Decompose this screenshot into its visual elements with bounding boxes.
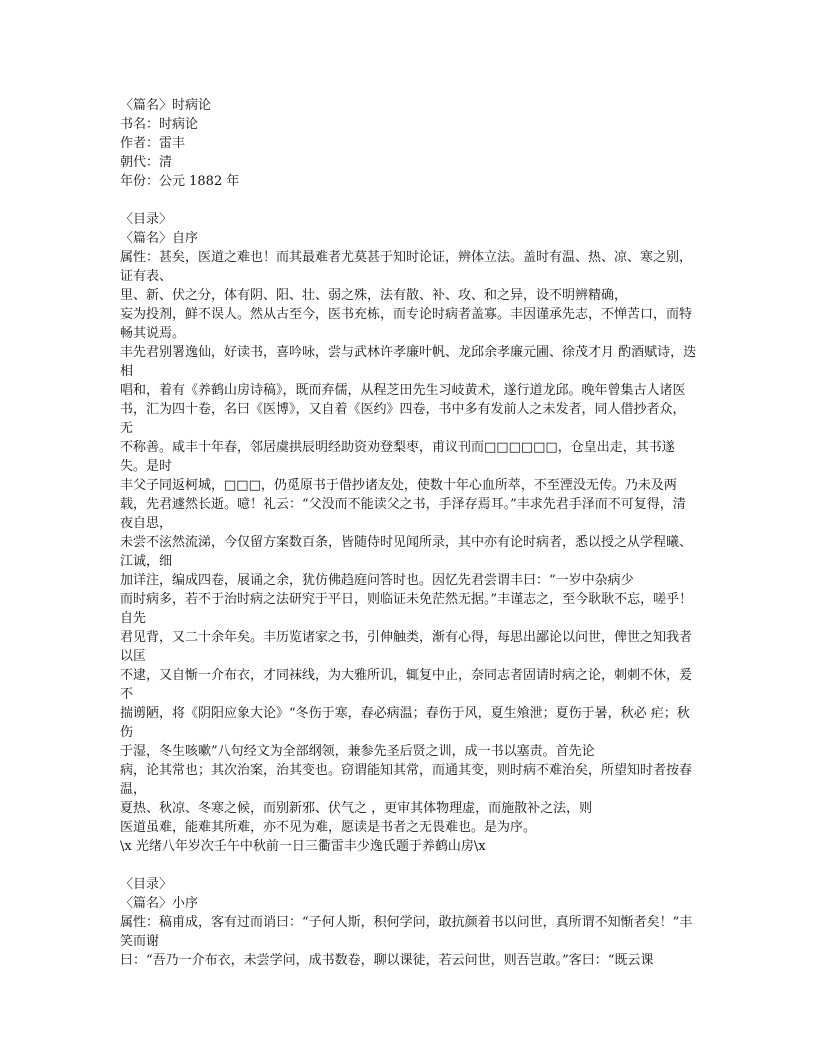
- year-line: 年份：公元 1882 年: [120, 174, 240, 189]
- author-line: 作者：雷丰: [120, 136, 186, 151]
- book-name-line: 书名：时病论: [120, 117, 199, 132]
- text-line: 而时病多，若不于治时病之法研究于平日，则临证未免茫然无据。”丰谨志之，至今耿耿不忘，嗟乎！自先: [120, 592, 693, 626]
- section-preface: [120, 210, 698, 856]
- catalog-label: 〈目录〉: [120, 877, 173, 892]
- text-line: 妄为投剂，鲜不误人。然从古至今，医书充栋，而专论时病者盖寡。丰因谨承先志，不惮苦口，而特畅其说焉。: [120, 307, 693, 341]
- signature-line: \x 光绪八年岁次壬午中秋前一日三衢雷丰少逸氏题于养鹤山房\x: [120, 839, 486, 854]
- text-line: 属性：稿甫成，客有过而诮曰：“子何人斯，积何学问，敢抗颜着书以问世，真所谓不知惭者矣！”丰笑而谢: [120, 915, 693, 949]
- text-line: 不称善。咸丰十年春，邻居虞拱辰明经助资劝登梨枣，甫议刊而□□□□□□，仓皇出走，其书遂失。是时: [120, 440, 675, 474]
- spacer: [120, 856, 698, 875]
- section-title: 〈篇名〉小序: [120, 896, 199, 911]
- spacer: [120, 191, 698, 210]
- text-line: 里、新、伏之分，体有阴、阳、壮、弱之殊，法有散、补、攻、和之异，设不明辨精确，: [120, 288, 628, 303]
- section-title: 〈篇名〉自序: [120, 231, 199, 246]
- text-line: 君见背，又二十余年矣。丰历览诸家之书，引伸触类，渐有心得，每思出鄙论以问世，俾世之知我者以匡: [120, 630, 693, 664]
- document-body: [120, 96, 698, 970]
- text-line: 曰：“吾乃一介布衣，未尝学问，成书数卷，聊以课徒，若云问世，则吾岂敢。”客曰：“既云课: [120, 953, 654, 968]
- text-line: 医道虽难，能难其所难，亦不见为难，愿读是书者之无畏难也。是为序。: [120, 820, 537, 835]
- text-line: 病，论其常也；其次治案，治其变也。窃谓能知其常，而通其变，则时病不难治矣，所望知时者按春温，: [120, 763, 693, 797]
- text-line: 加详注，编成四卷，展诵之余，犹仿佛趋庭问答时也。因忆先君尝谓丰曰：“一岁中杂病少: [120, 573, 634, 588]
- dynasty-line: 朝代：清: [120, 155, 173, 170]
- article-title-line: 〈篇名〉时病论: [120, 98, 212, 113]
- text-line: 揣谫陋，将《阴阳应象大论》“冬伤于寒，春必病温；春伤于风，夏生飧泄；夏伤于暑，秋必 疟；秋伤: [120, 706, 690, 740]
- text-line: 于湿，冬生咳嗽”八句经文为全部纲领，兼参先圣后贤之训，成一书以塞责。首先论: [120, 744, 595, 759]
- text-line: 属性：甚矣，医道之难也！而其最难者尤莫甚于知时论证，辨体立法。盖时有温、热、凉、寒之别，证有表、: [120, 250, 693, 284]
- catalog-label: 〈目录〉: [120, 212, 173, 227]
- text-line: 不逮，又自惭一介布衣，才同袜线，为大雅所讥，辄复中止，奈同志者固请时病之论，刺刺不休，爰不: [120, 668, 693, 702]
- text-line: 未尝不泫然流涕，今仅留方案数百条，皆随侍时见闻所录，其中亦有论时病者，悉以授之从学程曦、江诚，细: [120, 535, 693, 569]
- text-line: 丰先君别署逸仙，好读书，喜吟咏，尝与武林许孝廉叶帆、龙邱余孝廉元圃、徐茂才月 酌酒赋诗，迭相: [120, 345, 697, 379]
- metadata-block: [120, 96, 698, 191]
- text-line: 唱和，着有《养鹤山房诗稿》，既而弃儒，从程芝田先生习岐黄术，遂行道龙邱。晚年曾集古人诸医书，汇为四十卷，名曰《医博》，又自着《医约》四卷，书中多有发前人之未发者，同人借抄者众，无: [120, 383, 686, 436]
- text-line: 载，先君遽然长逝。噫！礼云：“父没而不能读父之书，手泽存焉耳。”丰求先君手泽而不可复得，清夜自思，: [120, 497, 686, 531]
- section-short-preface: [120, 875, 698, 970]
- text-line: 夏热、秋凉、冬寒之候，而别新邪、伏气之 ，更审其体物理虚，而施散补之法，则: [120, 801, 593, 816]
- text-line: 丰父子同返柯城，□□□，仍觅原书于借抄诸友处，使数十年心血所萃，不至湮没无传。乃未及两: [120, 478, 677, 493]
